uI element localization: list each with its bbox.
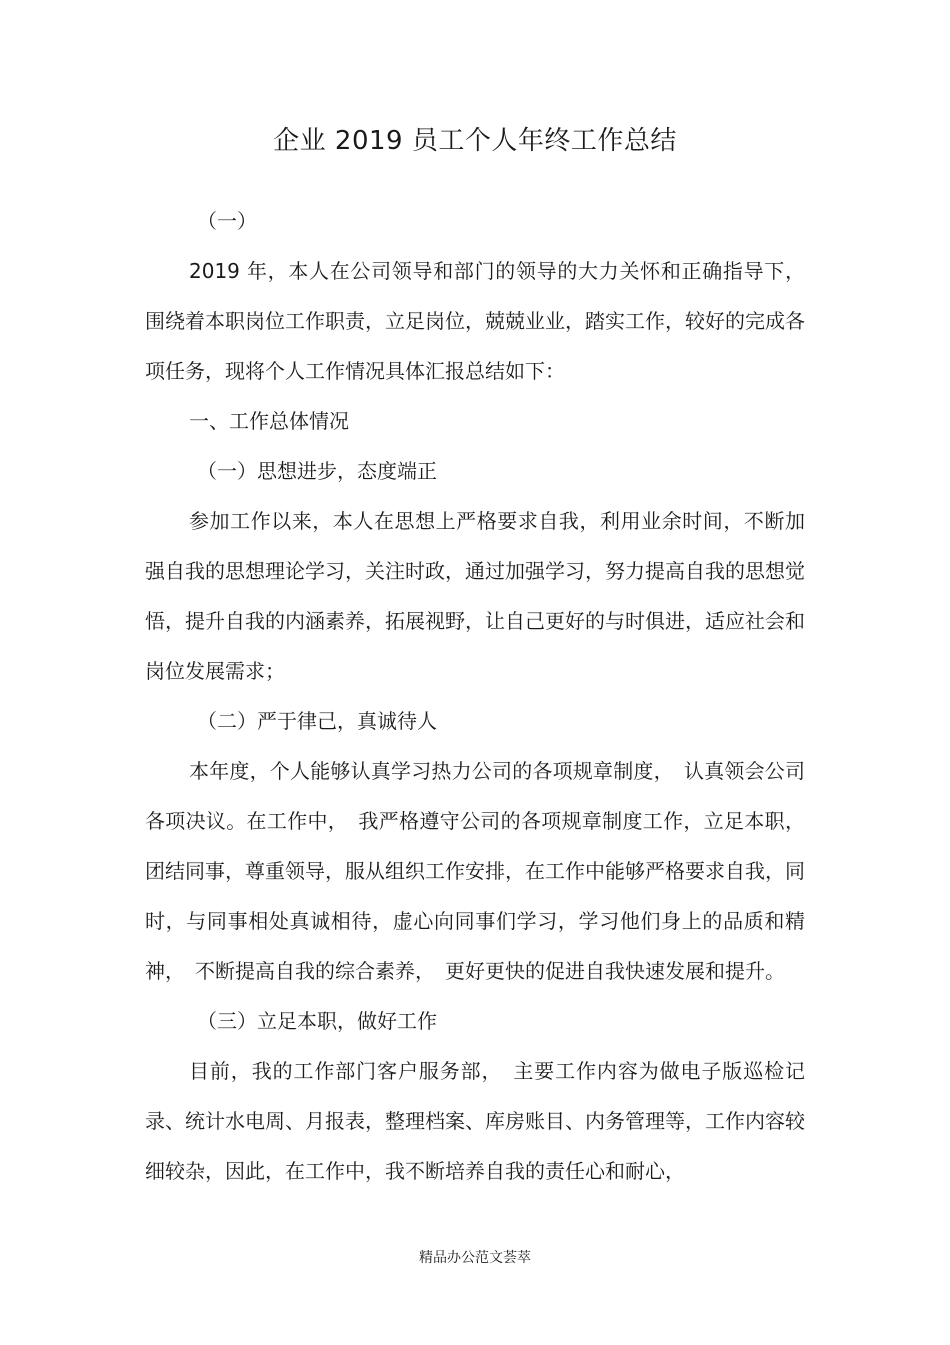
section-heading: 一、工作总体情况 <box>189 409 349 433</box>
subsection-heading-2: （二）严于律己，真诚待人 <box>197 709 437 733</box>
document-title: 企业 2019 员工个人年终工作总结 <box>273 126 677 156</box>
subsection-heading-1: （一）思想进步，态度端正 <box>197 459 437 483</box>
body-paragraph-2: 本年度，个人能够认真学习热力公司的各项规章制度， 认真领会公司各项决议。在工作中， 我严格遵守公司的各项规章制度工作，立足本职，团结同事，尊重领导，服从组织工作安排，在工作中能够严格要求自我，同时，与同事相处真诚相待，虚心向同事们学习，学习他们身上的品质和精神， 不断提高自我的综合素养， 更好更快的促进自我快速发展和提升。 <box>145 759 805 983</box>
body-paragraph-3: 目前，我的工作部门客户服务部， 主要工作内容为做电子版巡检记录、统计水电周、月报表，整理档案、库房账目、内务管理等，工作内容较细较杂，因此，在工作中，我不断培养自我的责任心和耐心， <box>145 1059 805 1183</box>
intro-paragraph: 2019 年，本人在公司领导和部门的领导的大力关怀和正确指导下，围绕着本职岗位工作职责，立足岗位，兢兢业业，踏实工作，较好的完成各项任务，现将个人工作情况具体汇报总结如下： <box>145 259 805 383</box>
page-footer: 精品办公范文荟萃 <box>419 1250 531 1266</box>
section-marker: （一） <box>197 209 257 233</box>
body-paragraph-1: 参加工作以来，本人在思想上严格要求自我，利用业余时间，不断加强自我的思想理论学习，关注时政，通过加强学习，努力提高自我的思想觉悟，提升自我的内涵素养，拓展视野，让自己更好的与时俱进，适应社会和岗位发展需求； <box>145 509 805 683</box>
document-body <box>145 196 805 1196</box>
subsection-heading-3: （三）立足本职，做好工作 <box>197 1009 437 1033</box>
